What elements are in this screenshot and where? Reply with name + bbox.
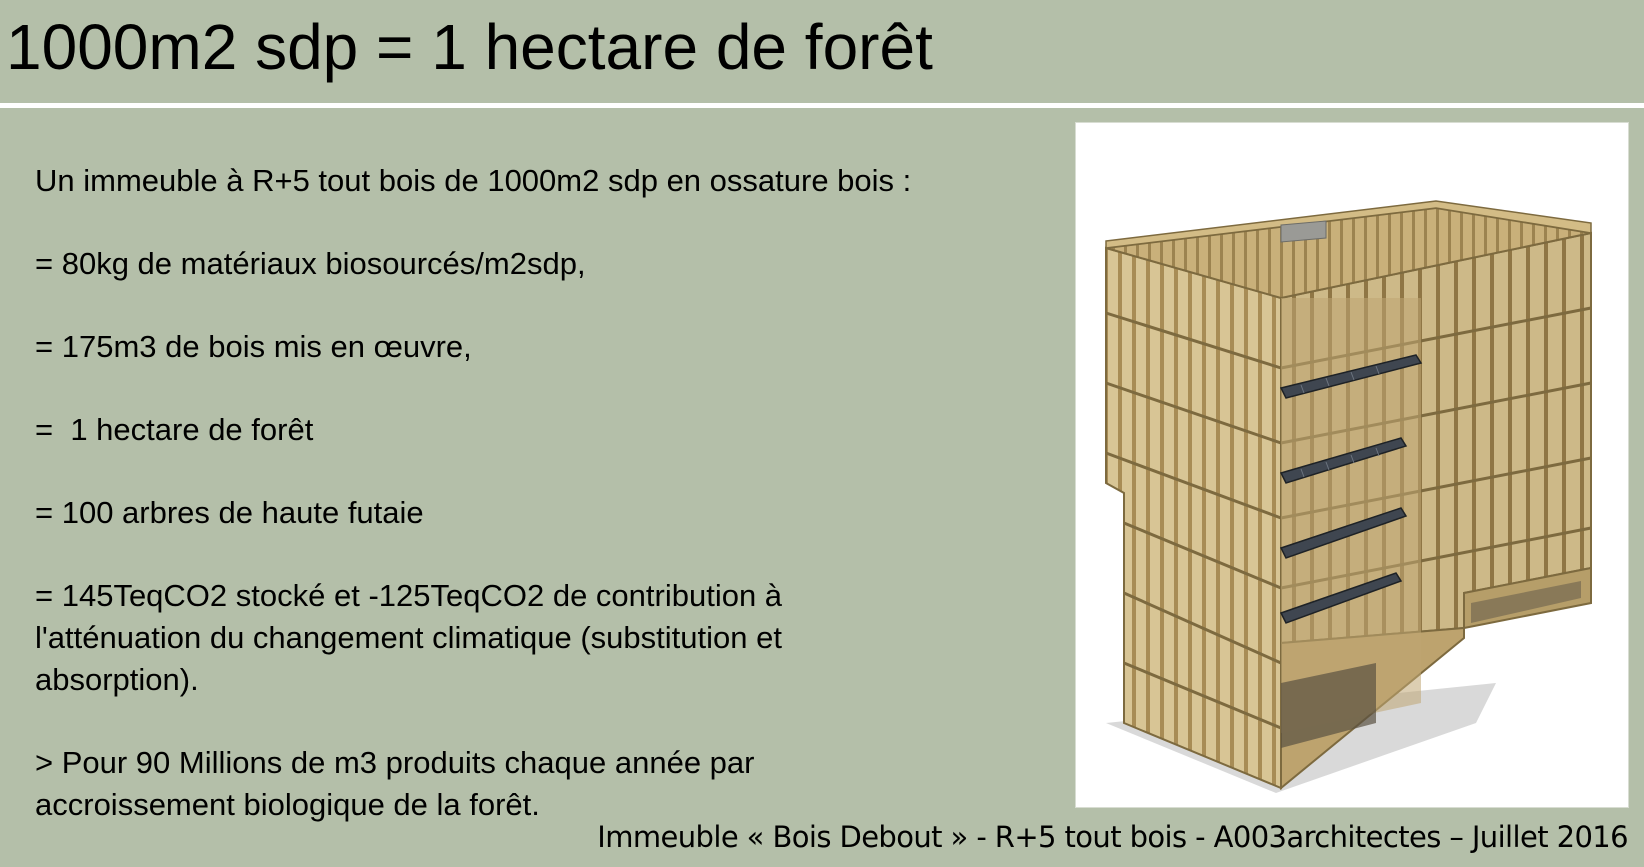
title-divider [0,103,1644,108]
timber-frame-building-illustration [1076,123,1628,807]
paragraph-wood-volume: = 175m3 de bois mis en œuvre, [35,329,472,364]
paragraph-co2: = 145TeqCO2 stocké et -125TeqCO2 de contribution à l'atténuation du changement climatique (substitution et absorption). [35,578,791,697]
paragraph-intro: Un immeuble à R+5 tout bois de 1000m2 sdp en ossature bois : [35,163,912,198]
paragraph-biosourced: = 80kg de matériaux biosourcés/m2sdp, [35,246,586,281]
paragraph-forest-area: = 1 hectare de forêt [35,412,314,447]
paragraph-trees: = 100 arbres de haute futaie [35,495,424,530]
paragraph-production: > Pour 90 Millions de m3 produits chaque année par accroissement biologique de la forêt. [35,745,764,822]
building-render-image [1075,122,1629,808]
slide-title: 1000m2 sdp = 1 hectare de forêt [6,11,933,83]
slide-body [35,160,1045,867]
image-caption: Immeuble « Bois Debout » - R+5 tout bois - A003architectes – Juillet 2016 [597,820,1628,854]
building-left-facade [1106,248,1281,788]
